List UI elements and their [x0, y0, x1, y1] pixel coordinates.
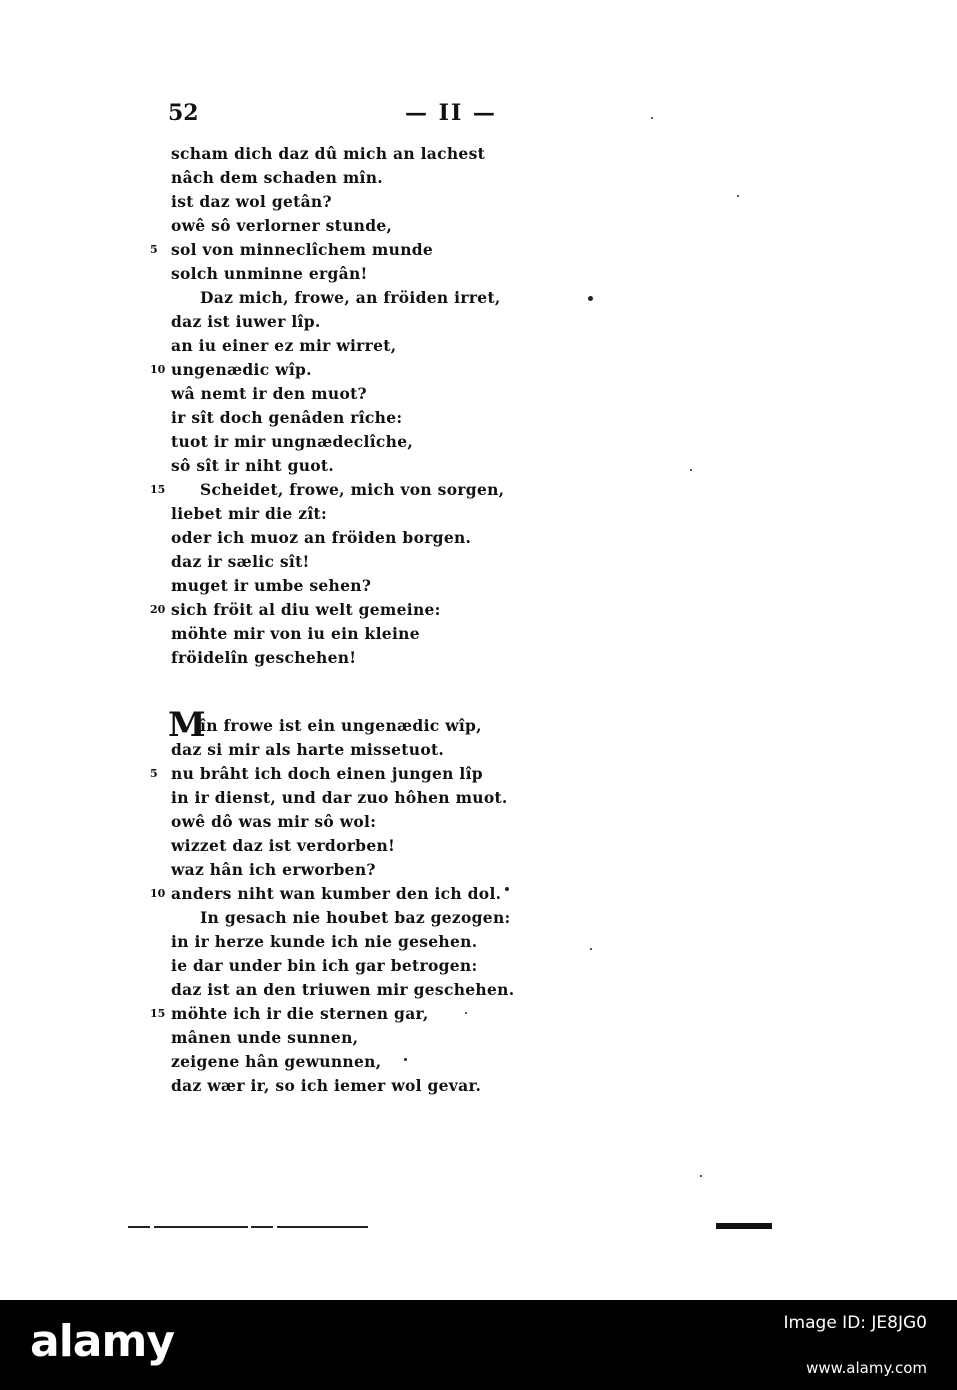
poem-line: ir sît doch genâden rîche: [171, 408, 403, 427]
page-number: 52 [168, 100, 199, 126]
bottom-rule-left [128, 1226, 368, 1228]
poem-line: mânen unde sunnen, [171, 1028, 359, 1047]
poem-line: zeigene hân gewunnen, [171, 1052, 382, 1071]
poem-line: waz hân ich erworben? [171, 860, 376, 879]
stock-url: www.alamy.com [806, 1359, 927, 1377]
poem-line: daz wær ir, so ich iemer wol gevar. [171, 1076, 482, 1095]
poem-line: Scheidet, frowe, mich von sorgen, [200, 480, 505, 499]
scan-speck [590, 948, 592, 950]
poem-line: wizzet daz ist verdorben! [171, 836, 396, 855]
line-number: 10 [150, 887, 166, 900]
bottom-rule-right [716, 1223, 772, 1229]
poem-line: fröidelîn geschehen! [171, 648, 357, 667]
poem-line: ie dar under bin ich gar betrogen: [171, 956, 478, 975]
scan-speck [404, 1058, 407, 1061]
poem-line: nu brâht ich doch einen jungen lîp [171, 764, 483, 783]
line-number: 15 [150, 483, 166, 496]
line-number: 20 [150, 603, 166, 616]
poem-line: ist daz wol getân? [171, 192, 332, 211]
line-number: 5 [150, 243, 158, 256]
stock-photo-banner [0, 1300, 957, 1390]
scan-speck [505, 887, 509, 891]
poem-line: daz ist iuwer lîp. [171, 312, 321, 331]
poem-line: solch unminne ergân! [171, 264, 368, 283]
scan-speck [588, 296, 593, 301]
poem-line: tuot ir mir ungnædeclîche, [171, 432, 414, 451]
poem-line: sich fröit al diu welt gemeine: [171, 600, 441, 619]
poem-line: nâch dem schaden mîn. [171, 168, 384, 187]
poem-line: möhte ich ir die sternen gar, [171, 1004, 429, 1023]
scan-speck [465, 1012, 467, 1014]
running-head: — II — [405, 100, 497, 126]
alamy-logo: alamy [30, 1316, 174, 1367]
poem-line: sol von minneclîchem munde [171, 240, 434, 259]
poem-line: daz si mir als harte missetuot. [171, 740, 445, 759]
poem-line: sô sît ir niht guot. [171, 456, 335, 475]
poem-line: möhte mir von iu ein kleine [171, 624, 420, 643]
poem-line: liebet mir die zît: [171, 504, 327, 523]
scan-speck [651, 117, 653, 119]
line-number: 15 [150, 1007, 166, 1020]
scan-speck [737, 195, 739, 197]
poem-line: în frowe ist ein ungenædic wîp, [200, 716, 482, 735]
poem-line: ungenædic wîp. [171, 360, 312, 379]
image-id-label: Image ID: JE8JG0 [783, 1313, 927, 1333]
poem-line: in ir dienst, und dar zuo hôhen muot. [171, 788, 508, 807]
poem-line: owê dô was mir sô wol: [171, 812, 377, 831]
poem-line: in ir herze kunde ich nie gesehen. [171, 932, 478, 951]
scan-speck [690, 469, 692, 471]
scan-speck [700, 1175, 702, 1177]
poem-line: oder ich muoz an fröiden borgen. [171, 528, 472, 547]
drop-initial: M [168, 705, 206, 745]
poem-line: Daz mich, frowe, an fröiden irret, [200, 288, 501, 307]
poem-line: anders niht wan kumber den ich dol. [171, 884, 502, 903]
poem-line: wâ nemt ir den muot? [171, 384, 367, 403]
poem-line: muget ir umbe sehen? [171, 576, 372, 595]
line-number: 10 [150, 363, 166, 376]
poem-line: daz ir sælic sît! [171, 552, 310, 571]
poem-line: In gesach nie houbet baz gezogen: [200, 908, 511, 927]
poem-line: owê sô verlorner stunde, [171, 216, 393, 235]
line-number: 5 [150, 767, 158, 780]
poem-line: an iu einer ez mir wirret, [171, 336, 397, 355]
poem-line: scham dich daz dû mich an lachest [171, 144, 486, 163]
poem-line: daz ist an den triuwen mir geschehen. [171, 980, 515, 999]
